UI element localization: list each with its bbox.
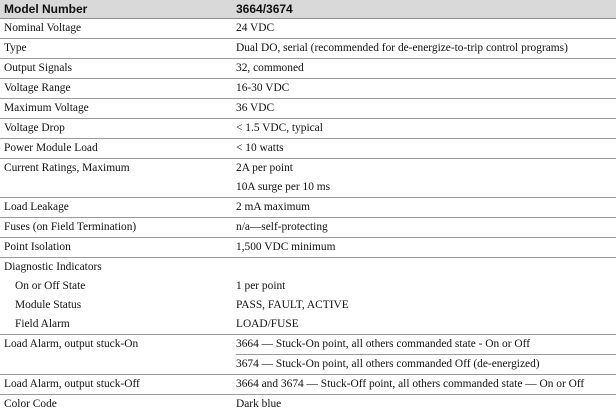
row-color-code	[0, 395, 616, 415]
row-label: Current Ratings, Maximum	[4, 162, 130, 174]
row-power-module-load	[0, 139, 616, 159]
row-label: Load Leakage	[4, 201, 69, 213]
row-label: Color Code	[4, 398, 57, 410]
row-label: Voltage Range	[4, 82, 71, 94]
row-value: < 1.5 VDC, typical	[236, 122, 323, 134]
row-value: < 10 watts	[236, 142, 284, 154]
row-label: Nominal Voltage	[4, 22, 82, 34]
row-label: Load Alarm, output stuck-Off	[4, 378, 140, 390]
row-value: 24 VDC	[236, 22, 275, 34]
sub-label-field-alarm: Field Alarm	[15, 318, 70, 330]
row-label: Load Alarm, output stuck-On	[4, 338, 139, 350]
sub-label-on-off-state: On or Off State	[15, 280, 86, 292]
row-load-alarm-stuck-off	[0, 375, 616, 395]
row-diagnostic-indicators	[0, 258, 616, 335]
row-label: Output Signals	[4, 62, 73, 74]
row-value: 3664 — Stuck-On point, all others commanded state - On or Off	[236, 335, 616, 355]
row-point-isolation	[0, 238, 616, 258]
row-current-ratings	[0, 159, 616, 198]
group-label: Diagnostic Indicators	[4, 261, 102, 273]
row-value: 16-30 VDC	[236, 82, 290, 94]
row-label: Type	[4, 42, 27, 54]
header-model-number-label: Model Number	[4, 2, 88, 16]
row-label: Point Isolation	[4, 241, 71, 253]
row-label: Fuses (on Field Termination)	[4, 221, 137, 233]
row-value: 32, commoned	[236, 62, 304, 74]
row-fuses	[0, 218, 616, 238]
row-load-alarm-stuck-on	[0, 335, 616, 375]
row-value: n/a—self-protecting	[236, 221, 328, 233]
sub-value-field-alarm: LOAD/FUSE	[236, 318, 299, 330]
row-value: 3664 and 3674 — Stuck-Off point, all others commanded state — On or Off	[236, 378, 585, 390]
row-value: 2 mA maximum	[236, 201, 311, 213]
sub-value-module-status: PASS, FAULT, ACTIVE	[236, 299, 349, 311]
row-voltage-range	[0, 79, 616, 99]
empty-value	[236, 258, 616, 277]
row-value: Dark blue	[236, 398, 282, 410]
header-model-number-value: 3664/3674	[236, 2, 293, 16]
row-nominal-voltage	[0, 19, 616, 39]
row-value: 10A surge per 10 ms	[236, 181, 331, 193]
row-maximum-voltage	[0, 99, 616, 119]
row-value: 1,500 VDC minimum	[236, 241, 336, 253]
row-value: Dual DO, serial (recommended for de-energize-to-trip control programs)	[236, 42, 568, 54]
row-label: Power Module Load	[4, 142, 98, 154]
row-label: Voltage Drop	[4, 122, 65, 134]
row-output-signals	[0, 59, 616, 79]
sub-value-on-off-state: 1 per point	[236, 280, 286, 292]
sub-label-module-status: Module Status	[15, 299, 82, 311]
row-label: Maximum Voltage	[4, 102, 89, 114]
row-voltage-drop	[0, 119, 616, 139]
row-load-leakage	[0, 198, 616, 218]
row-value: 2A per point	[236, 162, 293, 174]
row-value: 36 VDC	[236, 102, 275, 114]
row-value: 3674 — Stuck-On point, all others commanded Off (de-energized)	[236, 358, 540, 370]
table-header	[0, 0, 616, 19]
row-type	[0, 39, 616, 59]
